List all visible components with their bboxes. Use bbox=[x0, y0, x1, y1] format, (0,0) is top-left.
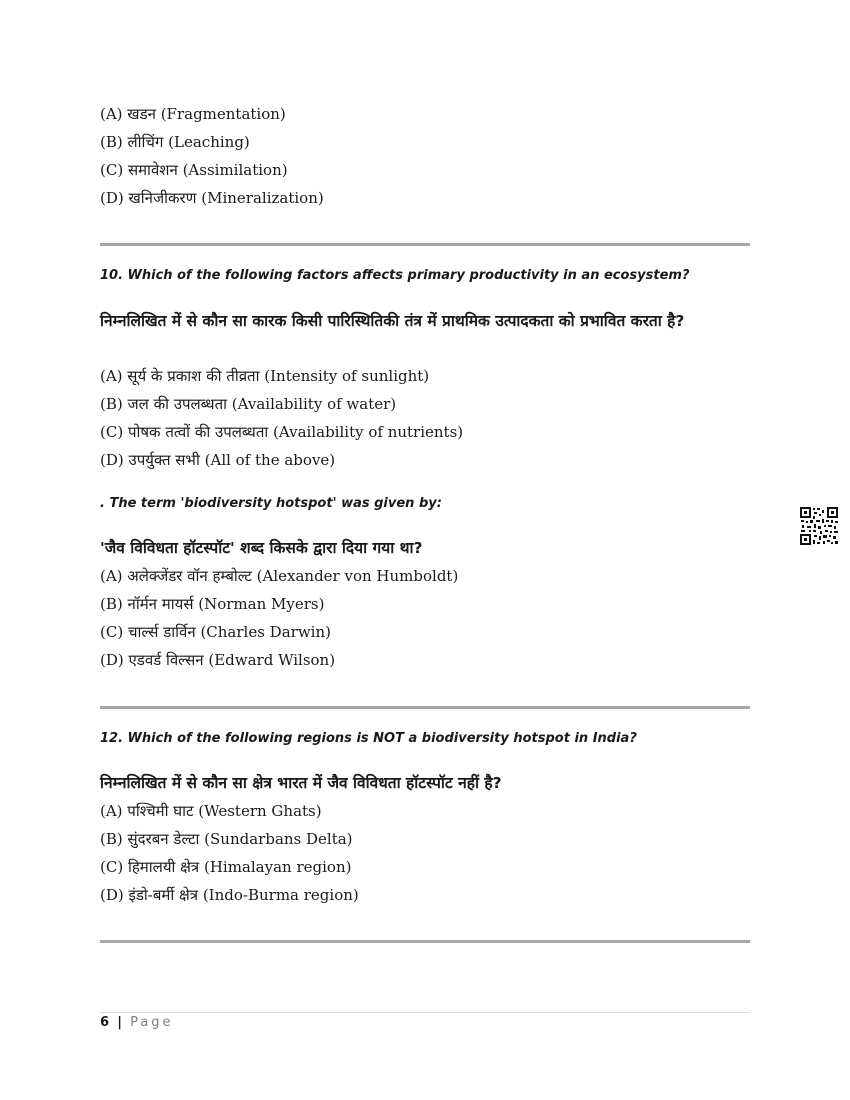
q10-option-b: (B) जल की उपलब्धता (Availability of water) bbox=[100, 395, 397, 413]
footer-divider bbox=[100, 1012, 750, 1013]
page-number: 6 bbox=[100, 1015, 110, 1030]
q11-option-a: (A) अलेक्जेंडर वॉन हम्बोल्ट (Alexander von Humboldt) bbox=[100, 567, 459, 585]
qr-code-icon bbox=[799, 506, 839, 546]
q9-option-d: (D) खनिजीकरण (Mineralization) bbox=[100, 189, 324, 207]
page-footer bbox=[100, 1015, 174, 1030]
q12-english: 12. Which of the following regions is NOT a biodiversity hotspot in India? bbox=[100, 731, 637, 746]
q12-option-b: (B) सुंदरबन डेल्टा (Sundarbans Delta) bbox=[100, 830, 353, 848]
footer-separator: | bbox=[117, 1015, 122, 1030]
q11-english: . The term 'biodiversity hotspot' was given by: bbox=[100, 496, 442, 511]
q10-hindi: निम्नलिखित में से कौन सा कारक किसी पारिस्थितिकी तंत्र में प्राथमिक उत्पादकता को प्रभावित करता है? bbox=[100, 312, 685, 330]
q11-option-c: (C) चार्ल्स डार्विन (Charles Darwin) bbox=[100, 623, 331, 641]
q9-option-c: (C) समावेशन (Assimilation) bbox=[100, 161, 288, 179]
section-divider bbox=[100, 706, 750, 709]
section-divider bbox=[100, 940, 750, 943]
q11-option-b: (B) नॉर्मन मायर्स (Norman Myers) bbox=[100, 595, 325, 613]
q11-hindi: 'जैव विविधता हॉटस्पॉट' शब्द किसके द्वारा दिया गया था? bbox=[100, 539, 423, 557]
q10-option-c: (C) पोषक तत्वों की उपलब्धता (Availability of nutrients) bbox=[100, 423, 464, 441]
q10-option-d: (D) उपर्युक्त सभी (All of the above) bbox=[100, 451, 336, 469]
q11-option-d: (D) एडवर्ड विल्सन (Edward Wilson) bbox=[100, 651, 336, 669]
q10-english: 10. Which of the following factors affects primary productivity in an ecosystem? bbox=[100, 268, 690, 283]
q12-option-a: (A) पश्चिमी घाट (Western Ghats) bbox=[100, 802, 322, 820]
q10-option-a: (A) सूर्य के प्रकाश की तीव्रता (Intensity of sunlight) bbox=[100, 367, 430, 385]
page-label: Page bbox=[130, 1015, 174, 1030]
q9-option-a: (A) खडन (Fragmentation) bbox=[100, 105, 286, 123]
section-divider bbox=[100, 243, 750, 246]
q12-option-d: (D) इंडो-बर्मी क्षेत्र (Indo-Burma region) bbox=[100, 886, 359, 904]
q9-option-b: (B) लीचिंग (Leaching) bbox=[100, 133, 250, 151]
q12-hindi: निम्नलिखित में से कौन सा क्षेत्र भारत में जैव विविधता हॉटस्पॉट नहीं है? bbox=[100, 774, 502, 792]
q12-option-c: (C) हिमालयी क्षेत्र (Himalayan region) bbox=[100, 858, 352, 876]
